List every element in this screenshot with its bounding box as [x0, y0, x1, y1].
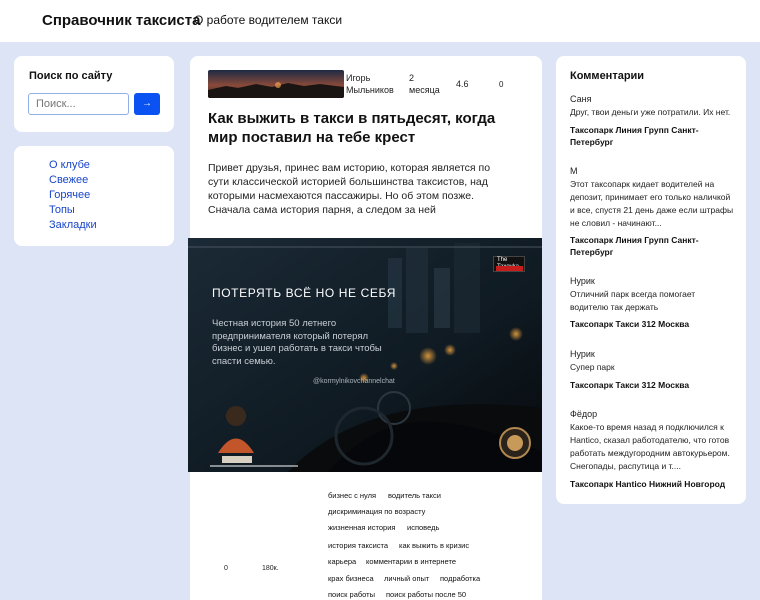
tag-link[interactable]: бизнес с нуля — [328, 491, 377, 500]
tag-link[interactable]: поиск работы после 50 — [386, 590, 467, 599]
search-heading: Поиск по сайту — [29, 70, 113, 82]
comment-author: Нурик — [570, 276, 595, 286]
comment-author: Фёдор — [570, 409, 598, 419]
hero-heading: ПОТЕРЯТЬ ВСЁ НО НЕ СЕБЯ — [212, 286, 397, 300]
tag-link[interactable]: крах бизнеса — [328, 574, 374, 583]
post-age: 2 месяца — [409, 73, 440, 95]
arrow-right-icon: → — [142, 98, 152, 109]
nav-item-club[interactable]: О клубе — [49, 159, 90, 171]
tag-link[interactable]: как выжить в кризис — [399, 541, 470, 550]
comment-author: Саня — [570, 94, 592, 104]
tag-link[interactable]: водитель такси — [388, 491, 441, 500]
comment-text[interactable]: Этот таксопарк кидает водителей на депозит, принимает его только наличкой и все, спустя 21 день даже если штрафы не словил - начинают... — [570, 179, 734, 228]
post-thumbnail[interactable] — [208, 70, 344, 98]
about-work-link[interactable]: О работе водителем такси — [194, 13, 343, 27]
comment-text[interactable]: Друг, твои деньги уже потратили. Их нет. — [570, 107, 731, 117]
hero-text: Честная история 50 летнего предпринимателя который потерял бизнес и ушел работать в такси чтобы спасти семью. — [212, 318, 382, 367]
post-card — [190, 56, 542, 600]
comment-park-link[interactable]: Таксопарк Такси 312 Москва — [570, 319, 690, 329]
tag-link[interactable]: исповедь — [407, 523, 440, 532]
taxovka-badge: The — [493, 256, 525, 272]
post-hero-image[interactable] — [188, 238, 542, 472]
search-card — [14, 56, 174, 132]
tag-link[interactable]: история таксиста — [328, 541, 389, 550]
comment-text[interactable]: Супер парк — [570, 362, 615, 372]
tag-link[interactable]: жизненная история — [328, 523, 396, 532]
post-comment-count: 0 — [499, 80, 504, 89]
site-title-link[interactable]: Справочник таксиста — [42, 12, 201, 29]
comment-park-link[interactable]: Таксопарк Hantico Нижний Новгород — [570, 479, 726, 489]
nav-card — [14, 146, 174, 246]
comment-text[interactable]: Какое-то время назад я подключился к Hantico, сказал работодателю, что готов работать междугородним автокурьером. Снегопады, распутица и т.... — [570, 422, 730, 471]
search-button[interactable] — [134, 93, 160, 115]
comment-author: М — [570, 166, 578, 176]
comments-card — [556, 56, 746, 504]
nav-item-tops[interactable]: Топы — [49, 204, 75, 216]
post-stat-comments: 0 — [224, 565, 228, 572]
tag-link[interactable]: поиск работы — [328, 590, 376, 599]
tag-link[interactable]: подработка — [440, 574, 481, 583]
top-bar — [0, 0, 760, 42]
comment-park-link[interactable]: Таксопарк Линия Групп Санкт-Петербург — [570, 235, 699, 257]
comment-text[interactable]: Отличний парк всегда помогает водителю так держать — [570, 289, 696, 312]
post-rating: 4.6 — [456, 79, 469, 89]
tag-link[interactable]: карьера — [328, 557, 357, 566]
comment-park-link[interactable]: Таксопарк Такси 312 Москва — [570, 380, 690, 390]
nav-item-bookmarks[interactable]: Закладки — [49, 219, 97, 231]
nav-item-fresh[interactable]: Свежее — [49, 174, 89, 186]
search-input[interactable] — [28, 93, 129, 115]
nav-item-hot[interactable]: Горячее — [49, 189, 91, 201]
comment-park-link[interactable]: Таксопарк Линия Групп Санкт-Петербург — [570, 125, 699, 147]
post-author[interactable]: Игорь Мыльников — [346, 73, 394, 95]
tag-link[interactable]: личный опыт — [384, 574, 430, 583]
post-title[interactable]: Как выжить в такси в пятьдесят, когда мир поставил на тебе крест — [208, 110, 496, 146]
post-intro: Привет друзья, принес вам историю, которая является по сути классической историей большинства таксистов, над которыми насмехаются пассажиры. Но об этом позже. Сначала сама история парня, а следом за ней — [208, 162, 491, 216]
tag-link[interactable]: комментарии в интернете — [366, 557, 456, 566]
post-stat-views: 180к. — [262, 565, 279, 572]
hero-handle: @kormylnikovchannelchat — [313, 378, 395, 385]
comment-author: Нурик — [570, 349, 595, 359]
tag-link[interactable]: дискриминация по возрасту — [328, 507, 426, 516]
comments-heading: Комментарии — [570, 70, 645, 82]
